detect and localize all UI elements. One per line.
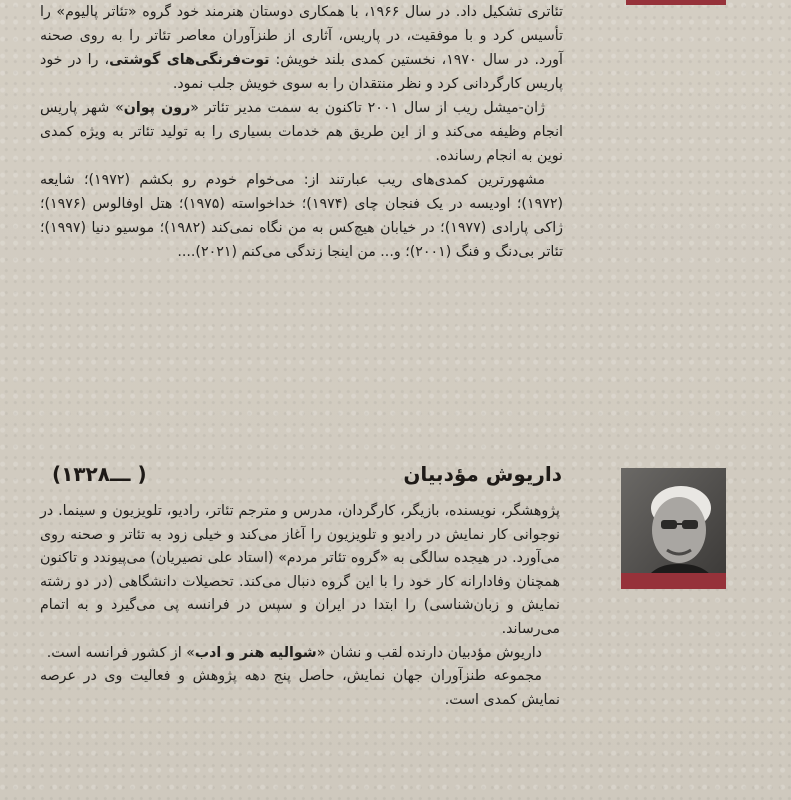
paragraph-text: » از کشور فرانسه است. <box>46 644 195 661</box>
author-portrait <box>621 468 726 588</box>
bold-title-text: رون پوان <box>123 100 191 116</box>
honor-paragraph <box>40 642 560 666</box>
paragraph-text: تئاتری تشکیل داد. در سال ۱۹۶۶، با همکاری دوستان هنرمند خود گروه «تئاتر پالیوم» را تأسیس کرد و با موفقیت، در پاریس، آثاری از طنزآوران معاصر تئاتر را به روی صحنه آورد. در سال ۱۹۷۰، نخستین کمدی بلند خویش: <box>40 4 563 68</box>
author-name: داریوش مؤدبیان <box>403 462 562 486</box>
paragraph-text: مجموعه طنزآوران جهان نمایش، حاصل پنج دهه پژوهش و فعالیت وی در عرصه نمایش کمدی است. <box>40 668 560 708</box>
paragraph-text: ، را در خود پاریس کارگردانی کرد و نظر منتقدان را به سوی خویش جلب نمود. <box>40 52 563 92</box>
paragraph-text: داریوش مؤدبیان دارنده لقب و نشان « <box>316 644 542 661</box>
paragraph-text: » شهر پاریس انجام وظیفه می‌کند و از این طریق هم خدمات بسیاری را به تولید تئاتر به ویژه کمدی نوین به انجام رسانده. <box>40 100 563 164</box>
works-paragraph <box>40 168 563 264</box>
top-accent-bar <box>626 0 726 5</box>
bio-paragraph <box>40 0 563 96</box>
paragraph-text: ژان-میشل ریب از سال ۲۰۰۱ تاکنون به سمت مدیر تئاتر « <box>190 100 545 116</box>
author-years: (۱۳۲۸ـــ ) <box>52 462 147 486</box>
previous-author-bio <box>40 0 563 264</box>
paragraph-text: مشهورترین کمدی‌های ریب عبارتند از: می‌خوام خودم رو بکشم (۱۹۷۲)؛ شایعه (۱۹۷۲)؛ اودیسه در یک فنجان چای (۱۹۷۴)؛ خداخواسته (۱۹۷۵)؛ هتل اوفالوس (۱۹۷۶)؛ ژاکی پارادی (۱۹۷۷)؛ در خیابان هیچ‌کس به من نگاه نمی‌کند (۱۹۸۲)؛ موسیو دنیا (۱۹۹۷)؛ تئاتر بی‌دنگ و فنگ (۲۰۰۱)؛ و... من اینجا زندگی می‌کنم (۲۰۲۱).... <box>40 172 563 260</box>
author-biography <box>40 500 560 712</box>
bold-title-text: توت‌فرنگی‌های گوشتی <box>109 52 270 68</box>
paragraph-text: پژوهشگر، نویسنده، بازیگر، کارگردان، مدرس و مترجم تئاتر، رادیو، تلویزیون و سینما. در نوجوانی کار نمایش در رادیو و تلویزیون را آغاز می‌کند و خیلی زود به تئاتر و صحنه روی می‌آورد. در هیجده سالگی به «گروه تئاتر مردم» (استاد علی نصیریان) می‌پیوندد و تاکنون همچنان وفادارانه کار خود را با این گروه دنبال می‌کند. تحصیلات دانشگاهی (در دو رشته نمایش و زبان‌شناسی) را ابتدا در ایران و سپس در فرانسه پی می‌گیرد و به اتمام می‌رساند. <box>40 503 560 637</box>
bio-paragraph <box>40 500 560 642</box>
portrait-accent-bar <box>621 573 726 589</box>
bold-title-text: شوالیه هنر و ادب <box>194 644 317 661</box>
collection-paragraph <box>40 665 560 712</box>
author-header <box>52 462 562 496</box>
author-portrait-icon <box>621 468 726 588</box>
bio-paragraph <box>40 96 563 168</box>
